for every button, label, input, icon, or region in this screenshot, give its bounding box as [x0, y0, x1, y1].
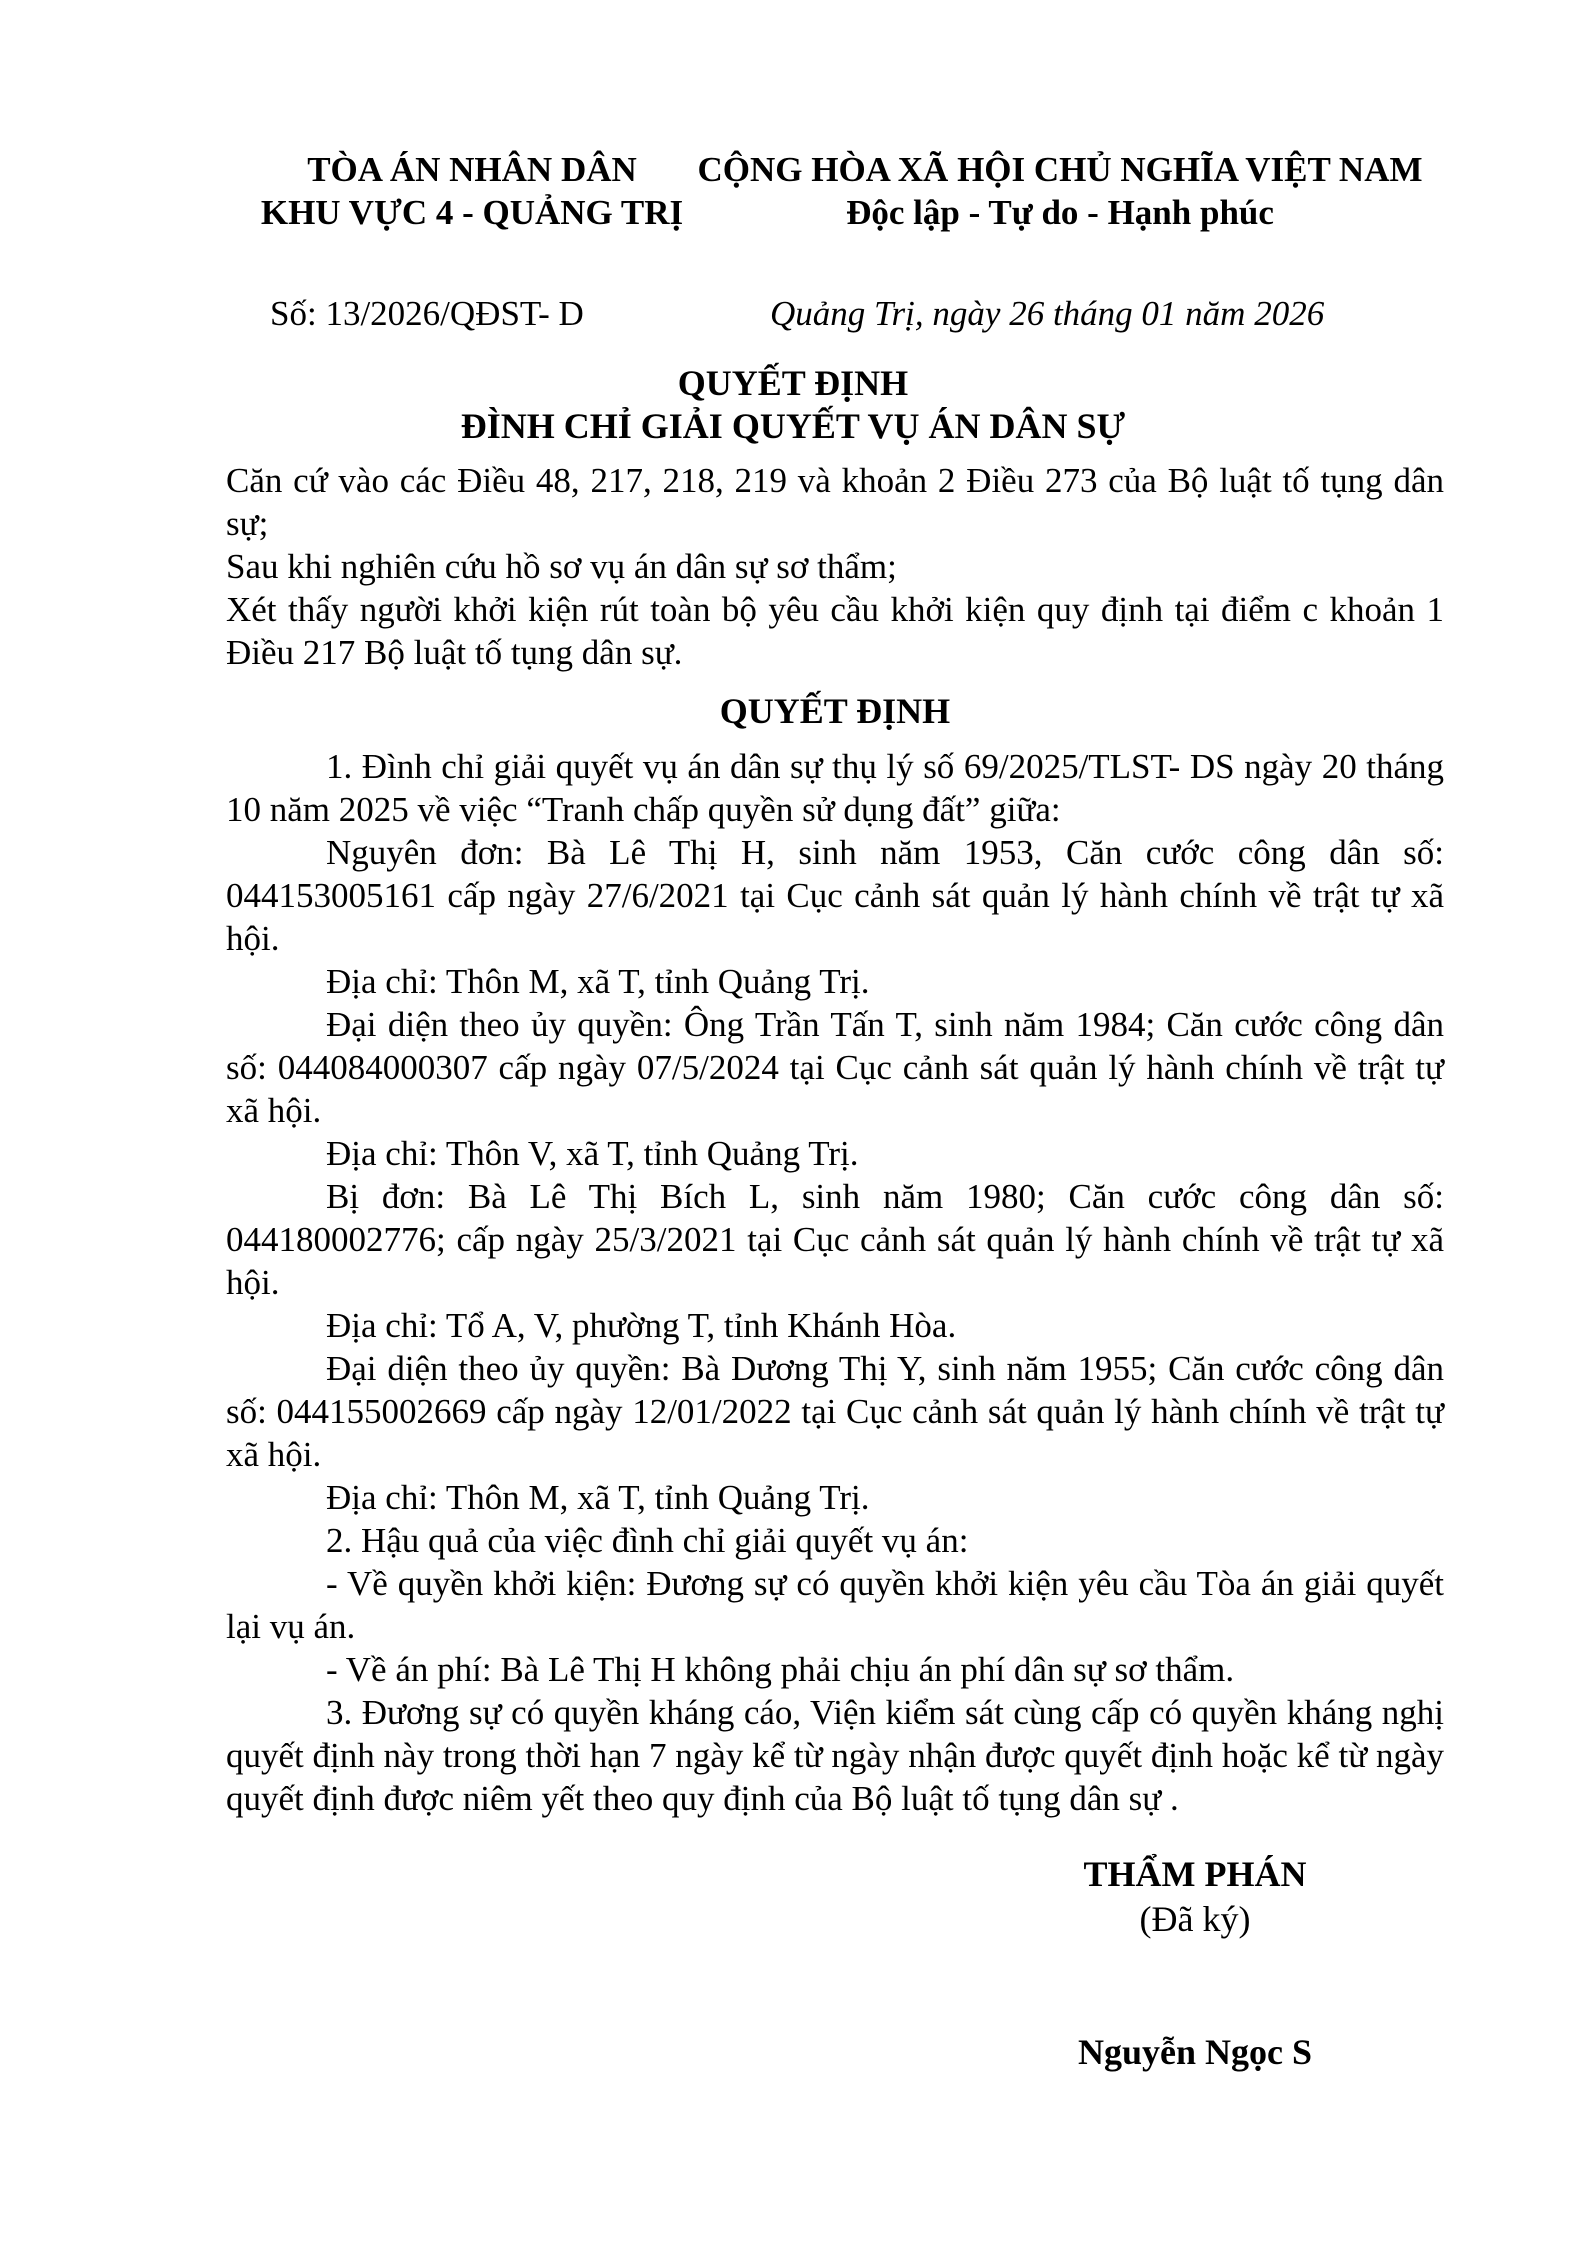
court-name: TÒA ÁN NHÂN DÂN — [307, 150, 637, 189]
title-line-2: ĐÌNH CHỈ GIẢI QUYẾT VỤ ÁN DÂN SỰ — [460, 406, 1126, 446]
decision-paragraph: Địa chỉ: Tổ A, V, phường T, tỉnh Khánh Hòa. — [326, 1306, 957, 1345]
decision-paragraph: Đại diện theo ủy quyền: Ông Trần Tấn T, sinh năm 1984; Căn cước công dân số: 044084000307 cấp ngày 07/5/2024 tại Cục cảnh sát quản lý hành chính về trật tự xã hội. — [226, 1005, 1444, 1130]
decision-paragraph: Địa chỉ: Thôn M, xã T, tỉnh Quảng Trị. — [326, 962, 870, 1001]
decision-paragraph: Nguyên đơn: Bà Lê Thị H, sinh năm 1953, Căn cước công dân số: 044153005161 cấp ngày 27/6/2021 tại Cục cảnh sát quản lý hành chính về trật tự xã hội. — [226, 833, 1444, 958]
signer-name: Nguyễn Ngọc S — [1077, 2032, 1313, 2072]
signer-role: THẨM PHÁN — [1083, 1854, 1307, 1894]
court-region: KHU VỰC 4 - QUẢNG TRỊ — [260, 193, 684, 232]
decision-paragraph: - Về quyền khởi kiện: Đương sự có quyền khởi kiện yêu cầu Tòa án giải quyết lại vụ án. — [226, 1564, 1444, 1646]
preamble-paragraph: Căn cứ vào các Điều 48, 217, 218, 219 và khoản 2 Điều 273 của Bộ luật tố tụng dân sự; — [226, 461, 1444, 543]
decision-paragraph: - Về án phí: Bà Lê Thị H không phải chịu án phí dân sự sơ thẩm. — [326, 1650, 1235, 1689]
decision-paragraph: Địa chỉ: Thôn V, xã T, tỉnh Quảng Trị. — [326, 1134, 859, 1173]
decision-paragraph: 2. Hậu quả của việc đình chỉ giải quyết vụ án: — [326, 1521, 969, 1560]
preamble-paragraph: Sau khi nghiên cứu hồ sơ vụ án dân sự sơ thẩm; — [226, 547, 897, 586]
document-body — [226, 459, 1444, 1820]
decision-paragraph: Bị đơn: Bà Lê Thị Bích L, sinh năm 1980; Căn cước công dân số: 044180002776; cấp ngày 25/3/2021 tại Cục cảnh sát quản lý hành chính về trật tự xã hội. — [226, 1177, 1444, 1302]
court-header — [232, 148, 712, 234]
national-motto: Độc lập - Tự do - Hạnh phúc — [846, 193, 1274, 232]
signature-status: (Đã ký) — [1139, 1899, 1251, 1939]
decision-paragraph: 3. Đương sự có quyền kháng cáo, Viện kiểm sát cùng cấp có quyền kháng nghị quyết định này trong thời hạn 7 ngày kể từ ngày nhận được quyết định hoặc kể từ ngày quyết định được niêm yết theo quy định của Bộ luật tố tụng dân sự . — [226, 1693, 1444, 1818]
decision-paragraph: 1. Đình chỉ giải quyết vụ án dân sự thụ lý số 69/2025/TLST- DS ngày 20 tháng 10 năm 2025 về việc “Tranh chấp quyền sử dụng đất” giữa: — [226, 747, 1444, 829]
decision-heading: QUYẾT ĐỊNH — [719, 691, 951, 731]
preamble-paragraph: Xét thấy người khởi kiện rút toàn bộ yêu cầu khởi kiện quy định tại điểm c khoản 1 Điều 217 Bộ luật tố tụng dân sự. — [226, 590, 1444, 672]
national-name: CỘNG HÒA XÃ HỘI CHỦ NGHĨA VIỆT NAM — [697, 150, 1423, 189]
decision-paragraph: Đại diện theo ủy quyền: Bà Dương Thị Y, sinh năm 1955; Căn cước công dân số: 044155002669 cấp ngày 12/01/2022 tại Cục cảnh sát quản lý hành chính về trật tự xã hội. — [226, 1349, 1444, 1474]
document-number: Số: 13/2026/QĐST- D — [270, 294, 584, 333]
decision-paragraph: Địa chỉ: Thôn M, xã T, tỉnh Quảng Trị. — [326, 1478, 870, 1517]
document-title — [0, 362, 1586, 448]
signature-block — [1050, 1852, 1340, 2075]
title-line-1: QUYẾT ĐỊNH — [677, 363, 909, 403]
national-header — [690, 148, 1430, 234]
place-date: Quảng Trị, ngày 26 tháng 01 năm 2026 — [770, 294, 1325, 333]
